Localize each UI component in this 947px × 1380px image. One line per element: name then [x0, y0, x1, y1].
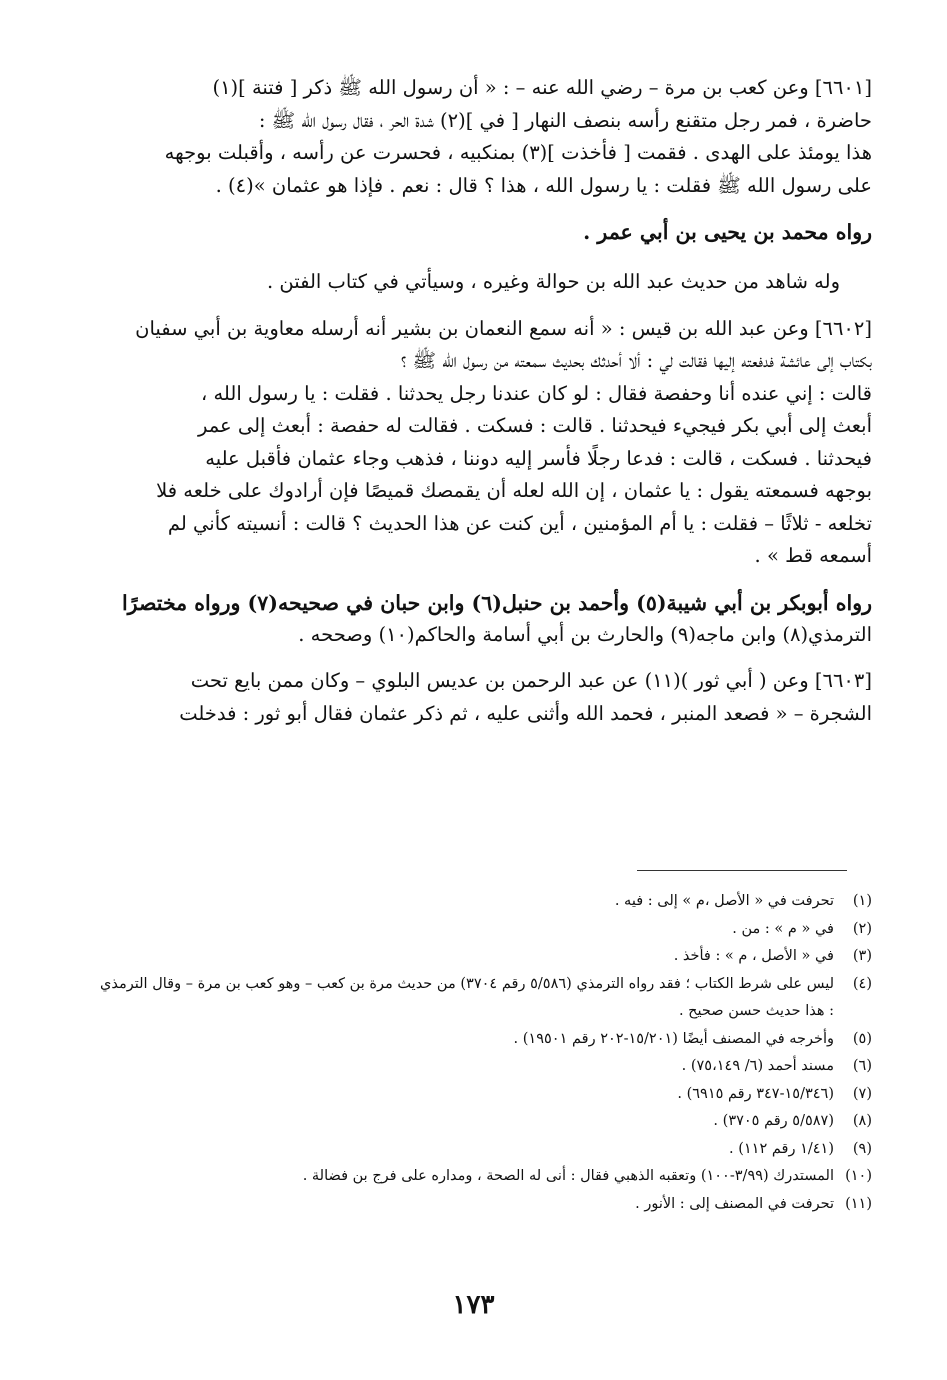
main-text [100, 72, 872, 730]
footnote-text: ليس على شرط الكتاب ؛ فقد رواه الترمذي (٥/٥٨٦ رقم ٣٧٠٤) من حديث مرة بن كعب – وهو كعب بن مرة – وقال الترمذي : هذا حديث حسن صحيح . [100, 975, 834, 1019]
text-line: فيحدثنا . فسكت ، قالت : فدعا رجلًا فأسر إليه دوننا ، فذهب وجاء عثمان فأقبل عليه [205, 446, 872, 470]
footnote-text: تحرفت في « الأصل ،م » إلى : فيه . [614, 893, 834, 909]
footnote-number: (٢) [852, 920, 872, 937]
footnote [100, 888, 872, 916]
footnote-text: وأخرجه في المصنف أيضًا (١٥/٢٠١-٢٠٢ رقم ١٩٥٠١) . [513, 1030, 834, 1047]
footnote-separator [637, 870, 847, 871]
narration-line: الترمذي(٨) وابن ماجه(٩) والحارث بن أبي أسامة والحاكم(١٠) وصححه . [298, 622, 872, 646]
footnote-text: في « م » : من . [732, 920, 834, 937]
text-line: بوجهه فسمعته يقول : يا عثمان ، إن الله لعله أن يقمصك قميصًا فإن أرادوك على خلعه فلا [156, 479, 872, 502]
page-number: ١٧٣ [452, 1290, 495, 1320]
text-line: أبعث إلى أبي بكر فيجيء فيحدثنا . قالت : فسكت . فقالت له حفصة : أبعث إلى عمر [197, 414, 872, 437]
footnote [100, 1026, 872, 1054]
witness-line: وله شاهد من حديث عبد الله بن حوالة وغيره ، وسيأتي في كتاب الفتن . [266, 270, 840, 293]
footnote [100, 943, 872, 971]
footnote-text: في « الأصل ، م » : فأخذ . [673, 948, 834, 964]
footnote-text: مسند أحمد (٦/ ٧٥،١٤٩) . [681, 1058, 834, 1074]
text-line: تخلعه - ثلاثًا – فقلت : يا أم المؤمنين ، أين كنت عن هذا الحديث ؟ قالت : أنسيته كأني لم [167, 511, 872, 535]
footnote [100, 1163, 872, 1191]
narration-line: رواه أبوبكر بن أبي شيبة(٥) وأحمد بن حنبل(٦) وابن حبان في صحيحه(٧) ورواه مختصرًا [121, 590, 872, 615]
text-line: أسمعه قط » . [754, 544, 872, 567]
footnote-text: تحرفت في المصنف إلى : الأنور . [635, 1195, 834, 1212]
hadith-6602 [100, 313, 872, 573]
footnote [100, 916, 872, 944]
text-line: حاضرة ، فمر رجل متقنع رأسه بنصف النهار [ في ](٢) شدة الحر ، فقال رسول الله ﷺ : [258, 108, 872, 132]
footnote-number: (١١) [845, 1195, 872, 1212]
footnote-text: المستدرك (٣/٩٩-١٠٠) وتعقبه الذهبي فقال : أنى له الصحة ، ومداره على فرج بن فضالة . [302, 1168, 834, 1184]
footnote-number: (٩) [852, 1140, 872, 1157]
narration-line: رواه محمد بن يحيى بن أبي عمر . [583, 220, 872, 244]
footnote-text: (١٥/٣٤٦-٣٤٧ رقم ٦٩١٥) . [677, 1085, 834, 1102]
footnote-text: (٥/٥٨٧ رقم ٣٧٠٥) . [713, 1113, 834, 1129]
hadith-6603 [100, 665, 872, 730]
footnote-number: (٥) [852, 1030, 872, 1047]
footnotes [100, 888, 872, 1218]
footnote-number: (٦) [852, 1058, 872, 1074]
footnote [100, 1191, 872, 1219]
text-line: الشجرة – « فصعد المنبر ، فحمد الله وأثنى عليه ، ثم ذكر عثمان فقال أبو ثور : فدخلت [179, 701, 872, 725]
footnote-number: (١) [852, 893, 872, 909]
text-line: [٦٦٠٢] وعن عبد الله بن قيس : « أنه سمع النعمان بن بشير أنه أرسله معاوية بن أبي سفيان [135, 316, 872, 340]
hadith-6601 [100, 72, 872, 202]
footnote-text: (١/٤١ رقم ١١٢) . [729, 1140, 834, 1157]
footnote-number: (٨) [852, 1113, 872, 1129]
footnote [100, 1108, 872, 1136]
footnote [100, 1136, 872, 1164]
footnote-number: (١٠) [845, 1168, 872, 1184]
text-line: [٦٦٠١] وعن كعب بن مرة – رضي الله عنه – : « أن رسول الله ﷺ ذكر [ فتنة ](١) [212, 76, 872, 99]
footnote [100, 1081, 872, 1109]
narration-6602 [100, 587, 872, 652]
text-line: قالت : إني عنده أنا وحفصة فقال : لو كان عندنا رجل يحدثنا . فقلت : يا رسول الله ، [200, 381, 872, 405]
text-line: بكتاب إلى عائشة فدفعته إليها فقالت لي : ألا أحدثك بحديث سمعته من رسول الله ﷺ ؟ [400, 349, 872, 372]
text-line: هذا يومئذ على الهدى . فقمت [ فأخذت ](٣) بمنكبيه ، فحسرت عن رأسه ، وأقبلت بوجهه [164, 141, 872, 164]
footnote [100, 971, 872, 1026]
footnote-number: (٧) [852, 1085, 872, 1102]
footnote [100, 1053, 872, 1081]
text-line: [٦٦٠٣] وعن ( أبي ثور )(١١) عن عبد الرحمن بن عديس البلوي – وكان ممن بايع تحت [190, 669, 872, 692]
footnote-number: (٣) [852, 948, 872, 964]
footnote-number: (٤) [852, 975, 872, 992]
text-line: على رسول الله ﷺ فقلت : يا رسول الله ، هذا ؟ قال : نعم . فإذا هو عثمان »(٤) . [215, 173, 872, 197]
